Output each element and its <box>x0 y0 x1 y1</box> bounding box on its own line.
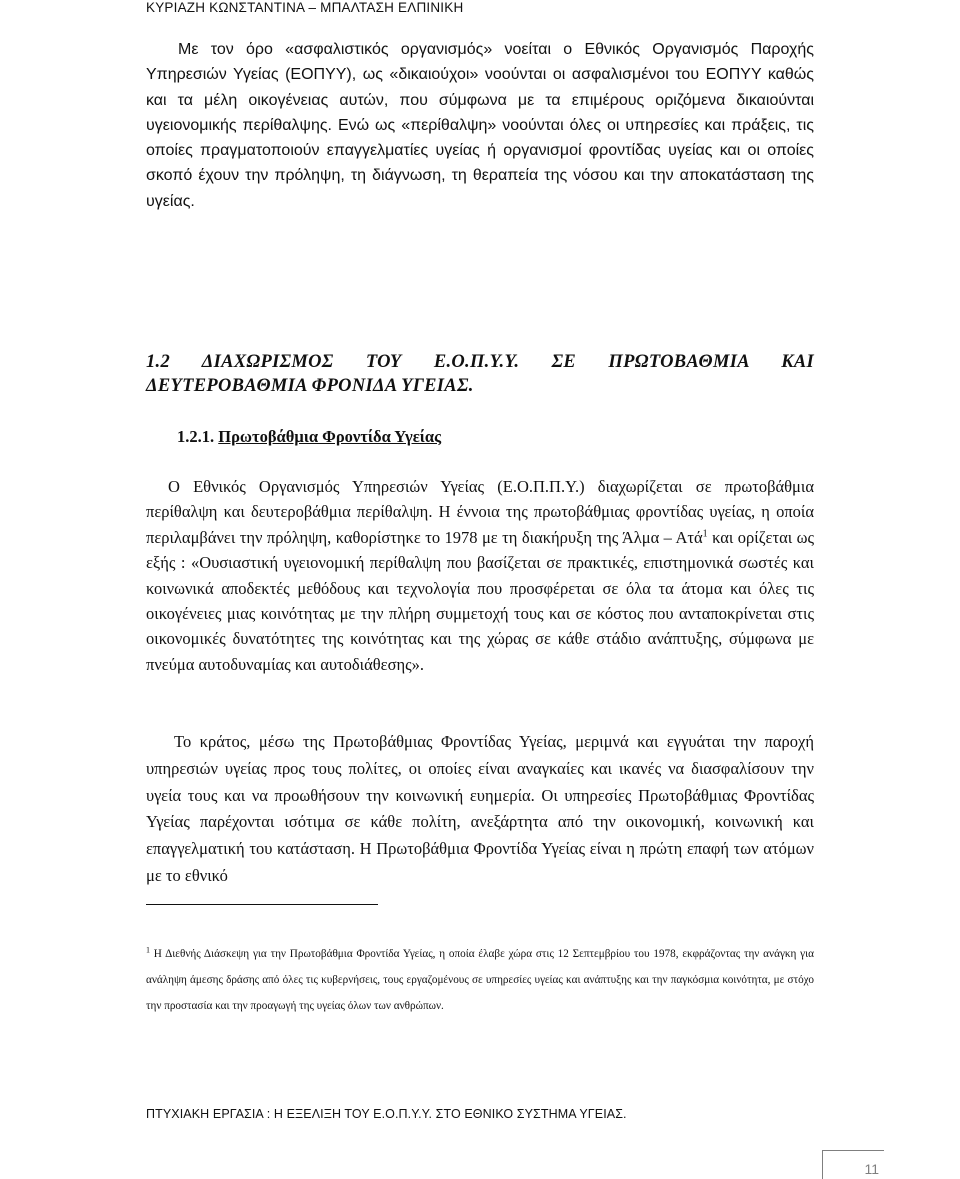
paragraph-definitions: Με τον όρο «ασφαλιστικός οργανισμός» νοείται ο Εθνικός Οργανισμός Παροχής Υπηρεσιών Υγείας (ΕΟΠΥΥ), ως «δικαιούχοι» νοούνται οι ασφαλισμένοι του ΕΟΠΥΥ καθώς και τα μέλη οικογένειας αυτών, που σύμφωνα με τα επιμέρους οριζόμενα δικαιούνται υγειονομικής περίθαλψης. Ενώ ως «περίθαλψη» νοούνται όλες οι υπηρεσίες και πράξεις, τις οποίες πραγματοποιούν επαγγελματίες υγείας ή οργανισμοί φροντίδας υγείας και οι οποίες σκοπό έχουν την πρόληψη, τη διάγνωση, τη θεραπεία της νόσου και την αποκατάσταση της υγείας. <box>146 41 814 210</box>
footnote-text: Η Διεθνής Διάσκεψη για την Πρωτοβάθμια Φροντίδα Υγείας, η οποία έλαβε χώρα στις 12 Σεπτεμβρίου του 1978, εκφράζοντας την ανάγκη για ανάληψη άμεσης δράσης από όλες τις κυβερνήσεις, τους εργαζομένους σε υπηρεσίες υγείας και ανάπτυξης και την παγκόσμια κοινότητα, με στόχο την προστασία και την προαγωγή της υγείας όλων των ανθρώπων. <box>146 948 814 1012</box>
section-heading <box>146 350 814 398</box>
paragraph-primary-care-text-a: Ο Εθνικός Οργανισμός Υπηρεσιών Υγείας (Ε.Ο.Π.Π.Υ.) διαχωρίζεται σε πρωτοβάθμια περίθαλψη και δευτεροβάθμια περίθαλψη. Η έννοια της πρωτοβάθμιας φροντίδας υγείας, η οποία περιλαμβάνει την πρόληψη, καθορίστηκε το 1978 με τη διακήρυξη της Άλμα – Ατά <box>146 477 814 547</box>
running-footer: ΠΤΥΧΙΑΚΗ ΕΡΓΑΣΙΑ : Η ΕΞΕΛΙΞΗ ΤΟΥ Ε.Ο.Π.Υ.Υ. ΣΤΟ ΕΘΝΙΚΟ ΣΥΣΤΗΜΑ ΥΓΕΙΑΣ. <box>146 1107 627 1121</box>
footnote <box>146 942 814 1019</box>
footnote-separator <box>146 904 378 905</box>
footnote-reference[interactable]: 1 <box>702 528 708 540</box>
paragraph-state-role: Το κράτος, μέσω της Πρωτοβάθμιας Φροντίδας Υγείας, μεριμνά και εγγυάται την παροχή υπηρεσιών υγείας προς τους πολίτες, οι οποίες είναι αναγκαίες και ικανές να διασφαλίσουν την υγεία τους και να προωθήσουν την κοινωνική ευημερία. Οι υπηρεσίες Πρωτοβάθμιας Φροντίδας Υγείας παρέχονται ισότιμα σε κάθε πολίτη, ανεξάρτητα από την οικονομική, κοινωνική και επαγγελματική του κατάσταση. Η Πρωτοβάθμια Φροντίδα Υγείας είναι η πρώτη επαφή των ατόμων με το εθνικό <box>146 732 814 885</box>
subsection-heading <box>177 427 441 447</box>
subsection-title: Πρωτοβάθμια Φροντίδα Υγείας <box>218 427 442 446</box>
section-heading-line1: 1.2 ΔΙΑΧΩΡΙΣΜΟΣ ΤΟΥ Ε.Ο.Π.Υ.Υ. ΣΕ ΠΡΩΤΟΒΑΘΜΙΑ ΚΑΙ <box>146 352 814 372</box>
paragraph-primary-care-text-b: και ορίζεται ως εξής : «Ουσιαστική υγειονομική περίθαλψη που βασίζεται σε πρακτικές, επιστημονικά σωστές και κοινωνικά αποδεκτές μεθόδους και τεχνολογία που προσφέρεται σε όλα τα άτομα και όλες τις οικογένειες μιας κοινότητας με την πλήρη συμμετοχή τους και σε κόστος που ανταποκρίνεται στις οικονομικές δυνατότητες της κοινότητας και της χώρας σε κάθε στάδιο ανάπτυξης, σύμφωνα με πνεύμα αυτοδυναμίας και αυτοδιάθεσης». <box>146 527 815 674</box>
running-header: ΚΥΡΙΑΖΗ ΚΩΝΣΤΑΝΤΙΝΑ – ΜΠΑΛΤΑΣΗ ΕΛΠΙΝΙΚΗ <box>146 0 464 15</box>
page-number: 11 <box>864 1161 879 1177</box>
page-number-box <box>822 1150 884 1179</box>
section-heading-line2: ΔΕΥΤΕΡΟΒΑΘΜΙΑ ΦΡΟΝΙΔΑ ΥΓΕΙΑΣ. <box>146 376 474 396</box>
paragraph-primary-care <box>146 474 814 677</box>
footnote-marker: 1 <box>146 945 150 955</box>
subsection-number: 1.2.1. <box>177 427 215 446</box>
